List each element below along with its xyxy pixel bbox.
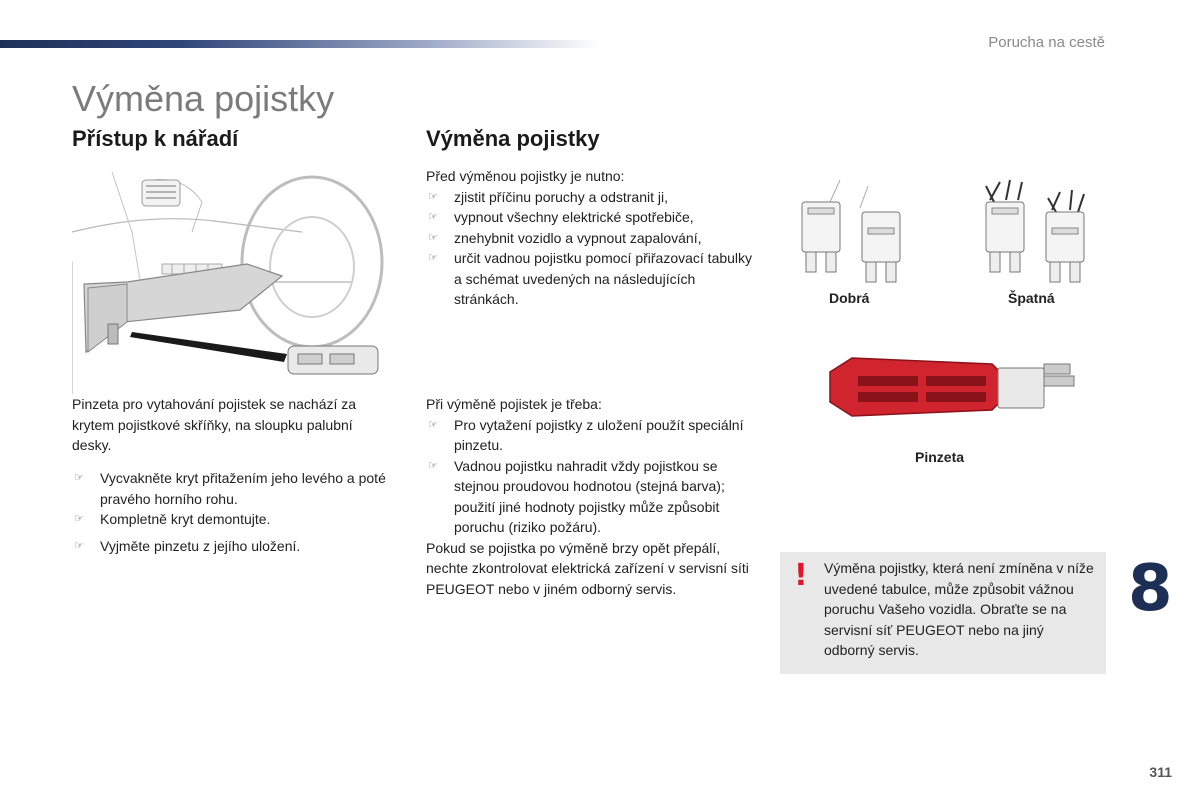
before-intro: Před výměnou pojistky je nutno: (426, 168, 625, 184)
closing-text: Pokud se pojistka po výměně brzy opět přepálí, nechte zkontrolovat elektrická zařízení v servisní síti PEUGEOT nebo v jiném odborný servis. (426, 539, 749, 597)
bullet-icon: ☞ (428, 231, 438, 244)
warning-icon: ! (794, 558, 808, 593)
bullet-icon: ☞ (428, 190, 438, 203)
list-item: ☞ vypnout všechny elektrické spotřebiče, (426, 207, 756, 228)
list-item: ☞ Kompletně kryt demontujte. (72, 509, 392, 530)
left-steps-list (72, 468, 392, 556)
before-replacement-block (426, 166, 756, 310)
bullet-icon: ☞ (74, 513, 84, 525)
list-item: ☞ Vycvakněte kryt přitažením jeho levého a poté pravého horního rohu. (74, 470, 386, 507)
small-tweezers-icon (288, 346, 378, 374)
list-item: ☞ určit vadnou pojistku pomocí přiřazovací tabulky a schémat uvedených na následujících stránkách. (428, 250, 753, 307)
during-list (426, 415, 756, 538)
list-item: ☞ znehybnit vozidlo a vypnout zapalování, (426, 228, 756, 249)
good-fuse-icon (802, 180, 900, 282)
heading-fuse-replacement: Výměna pojistky (426, 126, 600, 151)
heading-tool-access: Přístup k nářadí (72, 126, 239, 151)
list-item: ☞ Pro vytažení pojistky z uložení použít speciální pinzetu. (428, 416, 744, 453)
list-item: ☞ Vyjměte pinzetu z jejího uložení. (72, 536, 392, 557)
label-bad: Špatná (1008, 290, 1055, 306)
bullet-icon: ☞ (428, 418, 438, 431)
during-replacement-block (426, 394, 756, 599)
bullet-icon: ☞ (74, 472, 84, 484)
page-title: Výměna pojistky (72, 78, 335, 119)
warning-box (780, 552, 1106, 674)
fuses-illustration (790, 172, 1110, 292)
bullet-icon: ☞ (428, 252, 438, 264)
tweezers-illustration (822, 350, 1082, 430)
header-gradient-bar (0, 40, 600, 48)
tweezers-location-text: Pinzeta pro vytahování pojistek se nachází za krytem pojistkové skříňky, na sloupku palubní desky. (72, 396, 357, 453)
chapter-number: 8 (1128, 552, 1173, 626)
list-item: ☞ Vadnou pojistku nahradit vždy pojistkou se stejnou proudovou hodnotou (stejná barva); použití jiné hodnoty pojistky může způsobit poruchu (riziko požáru). (428, 457, 725, 535)
bullet-icon: ☞ (428, 459, 438, 472)
page-number: 311 (1149, 764, 1172, 780)
section-label: Porucha na cestě (988, 34, 1105, 51)
warning-text: Výměna pojistky, která není zmíněna v níže uvedené tabulce, může způsobit vážnou poruchu Vašeho vozidla. Obraťte se na servisní síť PEUGEOT nebo na jiný odborný servis. (824, 560, 1094, 658)
list-item: ☞ zjistit příčinu poruchy a odstranit ji, (426, 187, 756, 208)
during-intro: Při výměně pojistek je třeba: (426, 396, 602, 412)
bullet-icon: ☞ (428, 211, 438, 223)
label-tweezers: Pinzeta (915, 449, 965, 465)
before-list (426, 187, 756, 310)
bullet-icon: ☞ (74, 539, 84, 552)
blown-fuse-icon (986, 180, 1084, 282)
vent-icon (142, 180, 180, 206)
label-good: Dobrá (829, 290, 870, 306)
dashboard-illustration (72, 172, 398, 394)
